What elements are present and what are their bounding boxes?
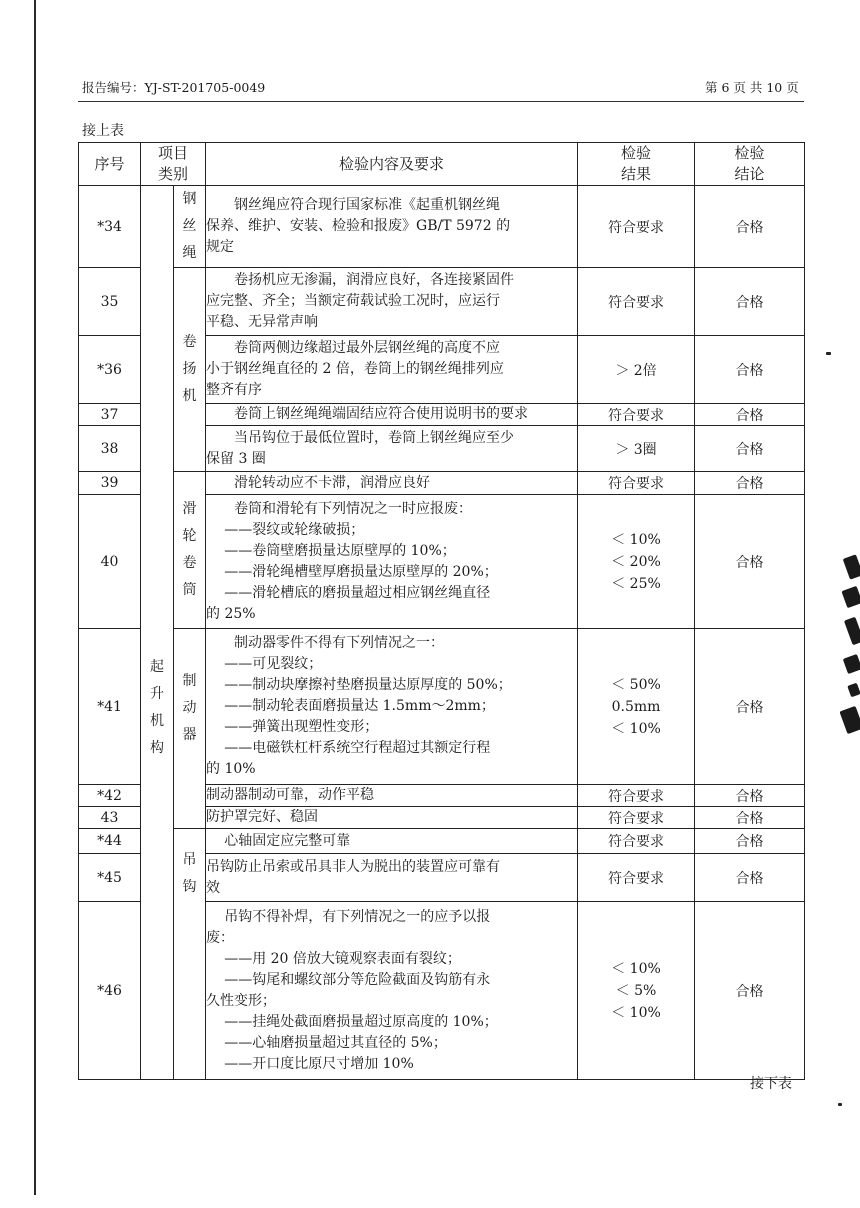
requirement-cell: 卷扬机应无渗漏，润滑应良好，各连接紧固件 应完整、齐全；当额定荷载试验工况时，应运行 平稳、无异常声响: [206, 268, 578, 336]
seq-cell: *42: [79, 785, 141, 807]
requirement-cell: 当吊钩位于最低位置时，卷筒上钢丝绳应至少 保留 3 圈: [206, 426, 578, 472]
table-row: [79, 629, 805, 785]
seq-cell: *36: [79, 336, 141, 404]
seq-cell: *41: [79, 629, 141, 785]
seq-cell: 43: [79, 807, 141, 829]
conclusion-cell: 合格: [695, 854, 805, 902]
table-row: [79, 186, 805, 268]
result-cell: 符合要求: [578, 404, 695, 426]
sub-category-winch: 卷扬机: [174, 268, 206, 472]
result-cell: 符合要求: [578, 807, 695, 829]
header-content: 检验内容及要求: [206, 143, 578, 186]
requirement-cell: 制动器制动可靠，动作平稳: [206, 785, 578, 807]
continued-next-label: 接下表: [750, 1076, 792, 1092]
result-cell: ＜ 10% ＜ 20% ＜ 25%: [578, 495, 695, 629]
result-cell: 符合要求: [578, 268, 695, 336]
seq-cell: 39: [79, 472, 141, 495]
header-category: 项目 类别: [141, 143, 206, 186]
main-category-cell: 起升机构: [141, 186, 174, 1080]
conclusion-cell: 合格: [695, 807, 805, 829]
seq-cell: 40: [79, 495, 141, 629]
page-info: 第 6 页 共 10 页: [705, 80, 799, 95]
conclusion-cell: 合格: [695, 629, 805, 785]
requirement-cell: 防护罩完好、稳固: [206, 807, 578, 829]
conclusion-cell: 合格: [695, 902, 805, 1080]
seq-cell: 37: [79, 404, 141, 426]
requirement-cell: 卷筒两侧边缘超过最外层钢丝绳的高度不应 小于钢丝绳直径的 2 倍，卷筒上的钢丝绳排列应 整齐有序: [206, 336, 578, 404]
result-cell: ＞ 2倍: [578, 336, 695, 404]
result-cell: ＞ 3圈: [578, 426, 695, 472]
inspection-table: [78, 142, 805, 1080]
seq-cell: *44: [79, 829, 141, 854]
seal-stamp-fragment: [840, 548, 860, 738]
requirement-cell: 心轴固定应完整可靠: [206, 829, 578, 854]
result-cell: 符合要求: [578, 854, 695, 902]
conclusion-cell: 合格: [695, 829, 805, 854]
conclusion-cell: 合格: [695, 472, 805, 495]
requirement-cell: 卷筒上钢丝绳绳端固结应符合使用说明书的要求: [206, 404, 578, 426]
table-header-row: [79, 143, 805, 186]
result-cell: ＜ 10% ＜ 5% ＜ 10%: [578, 902, 695, 1080]
table-row: [79, 268, 805, 336]
page-frame-line: [34, 0, 36, 1195]
sub-category-hook: 吊钩: [174, 829, 206, 1080]
sub-category-pulley-drum: 滑轮卷筒: [174, 472, 206, 629]
conclusion-cell: 合格: [695, 495, 805, 629]
requirement-cell: 卷筒和滑轮有下列情况之一时应报废： ——裂纹或轮缘破损； ——卷筒壁磨损量达原壁厚的 10%； ——滑轮绳槽壁厚磨损量达原壁厚的 20%； ——滑轮槽底的磨损量超过相应钢丝绳直径 的 25%: [206, 495, 578, 629]
result-cell: 符合要求: [578, 785, 695, 807]
header-seq: 序号: [79, 143, 141, 186]
requirement-cell: 吊钩防止吊索或吊具非人为脱出的装置应可靠有 效: [206, 854, 578, 902]
conclusion-cell: 合格: [695, 268, 805, 336]
header-conclusion: 检验 结论: [695, 143, 805, 186]
conclusion-cell: 合格: [695, 785, 805, 807]
result-cell: 符合要求: [578, 829, 695, 854]
seq-cell: *45: [79, 854, 141, 902]
table-row: [79, 829, 805, 854]
continued-label: 接上表: [82, 123, 124, 139]
conclusion-cell: 合格: [695, 426, 805, 472]
requirement-cell: 滑轮转动应不卡滞，润滑应良好: [206, 472, 578, 495]
table-row: [79, 472, 805, 495]
conclusion-cell: 合格: [695, 186, 805, 268]
conclusion-cell: 合格: [695, 404, 805, 426]
header-divider: [78, 101, 804, 102]
sub-category-wire-rope: 钢丝绳: [174, 186, 206, 268]
seq-cell: *34: [79, 186, 141, 268]
requirement-cell: 吊钩不得补焊，有下列情况之一的应予以报 废： ——用 20 倍放大镜观察表面有裂纹； ——钩尾和螺纹部分等危险截面及钩筋有永 久性变形； ——挂绳处截面磨损量超过原高度的 10%； ——心轴磨损量超过其直径的 5%； ——开口度比原尺寸增加 10%: [206, 902, 578, 1080]
result-cell: 符合要求: [578, 472, 695, 495]
result-cell: 符合要求: [578, 186, 695, 268]
scan-speck: [838, 1103, 842, 1106]
seq-cell: 35: [79, 268, 141, 336]
result-cell: ＜ 50% 0.5mm ＜ 10%: [578, 629, 695, 785]
header-result: 检验 结果: [578, 143, 695, 186]
seq-cell: *46: [79, 902, 141, 1080]
requirement-cell: 制动器零件不得有下列情况之一： ——可见裂纹； ——制动块摩擦衬垫磨损量达原厚度的 50%； ——制动轮表面磨损量达 1.5mm～2mm； ——弹簧出现塑性变形； ——电磁铁杠杆系统空行程超过其额定行程 的 10%: [206, 629, 578, 785]
scan-speck: [826, 352, 831, 355]
conclusion-cell: 合格: [695, 336, 805, 404]
requirement-cell: 钢丝绳应符合现行国家标准《起重机钢丝绳 保养、维护、安装、检验和报废》GB/T 5972 的 规定: [206, 186, 578, 268]
sub-category-brake: 制动器: [174, 629, 206, 829]
report-number: 报告编号：YJ-ST-201705-0049: [82, 80, 266, 95]
seq-cell: 38: [79, 426, 141, 472]
